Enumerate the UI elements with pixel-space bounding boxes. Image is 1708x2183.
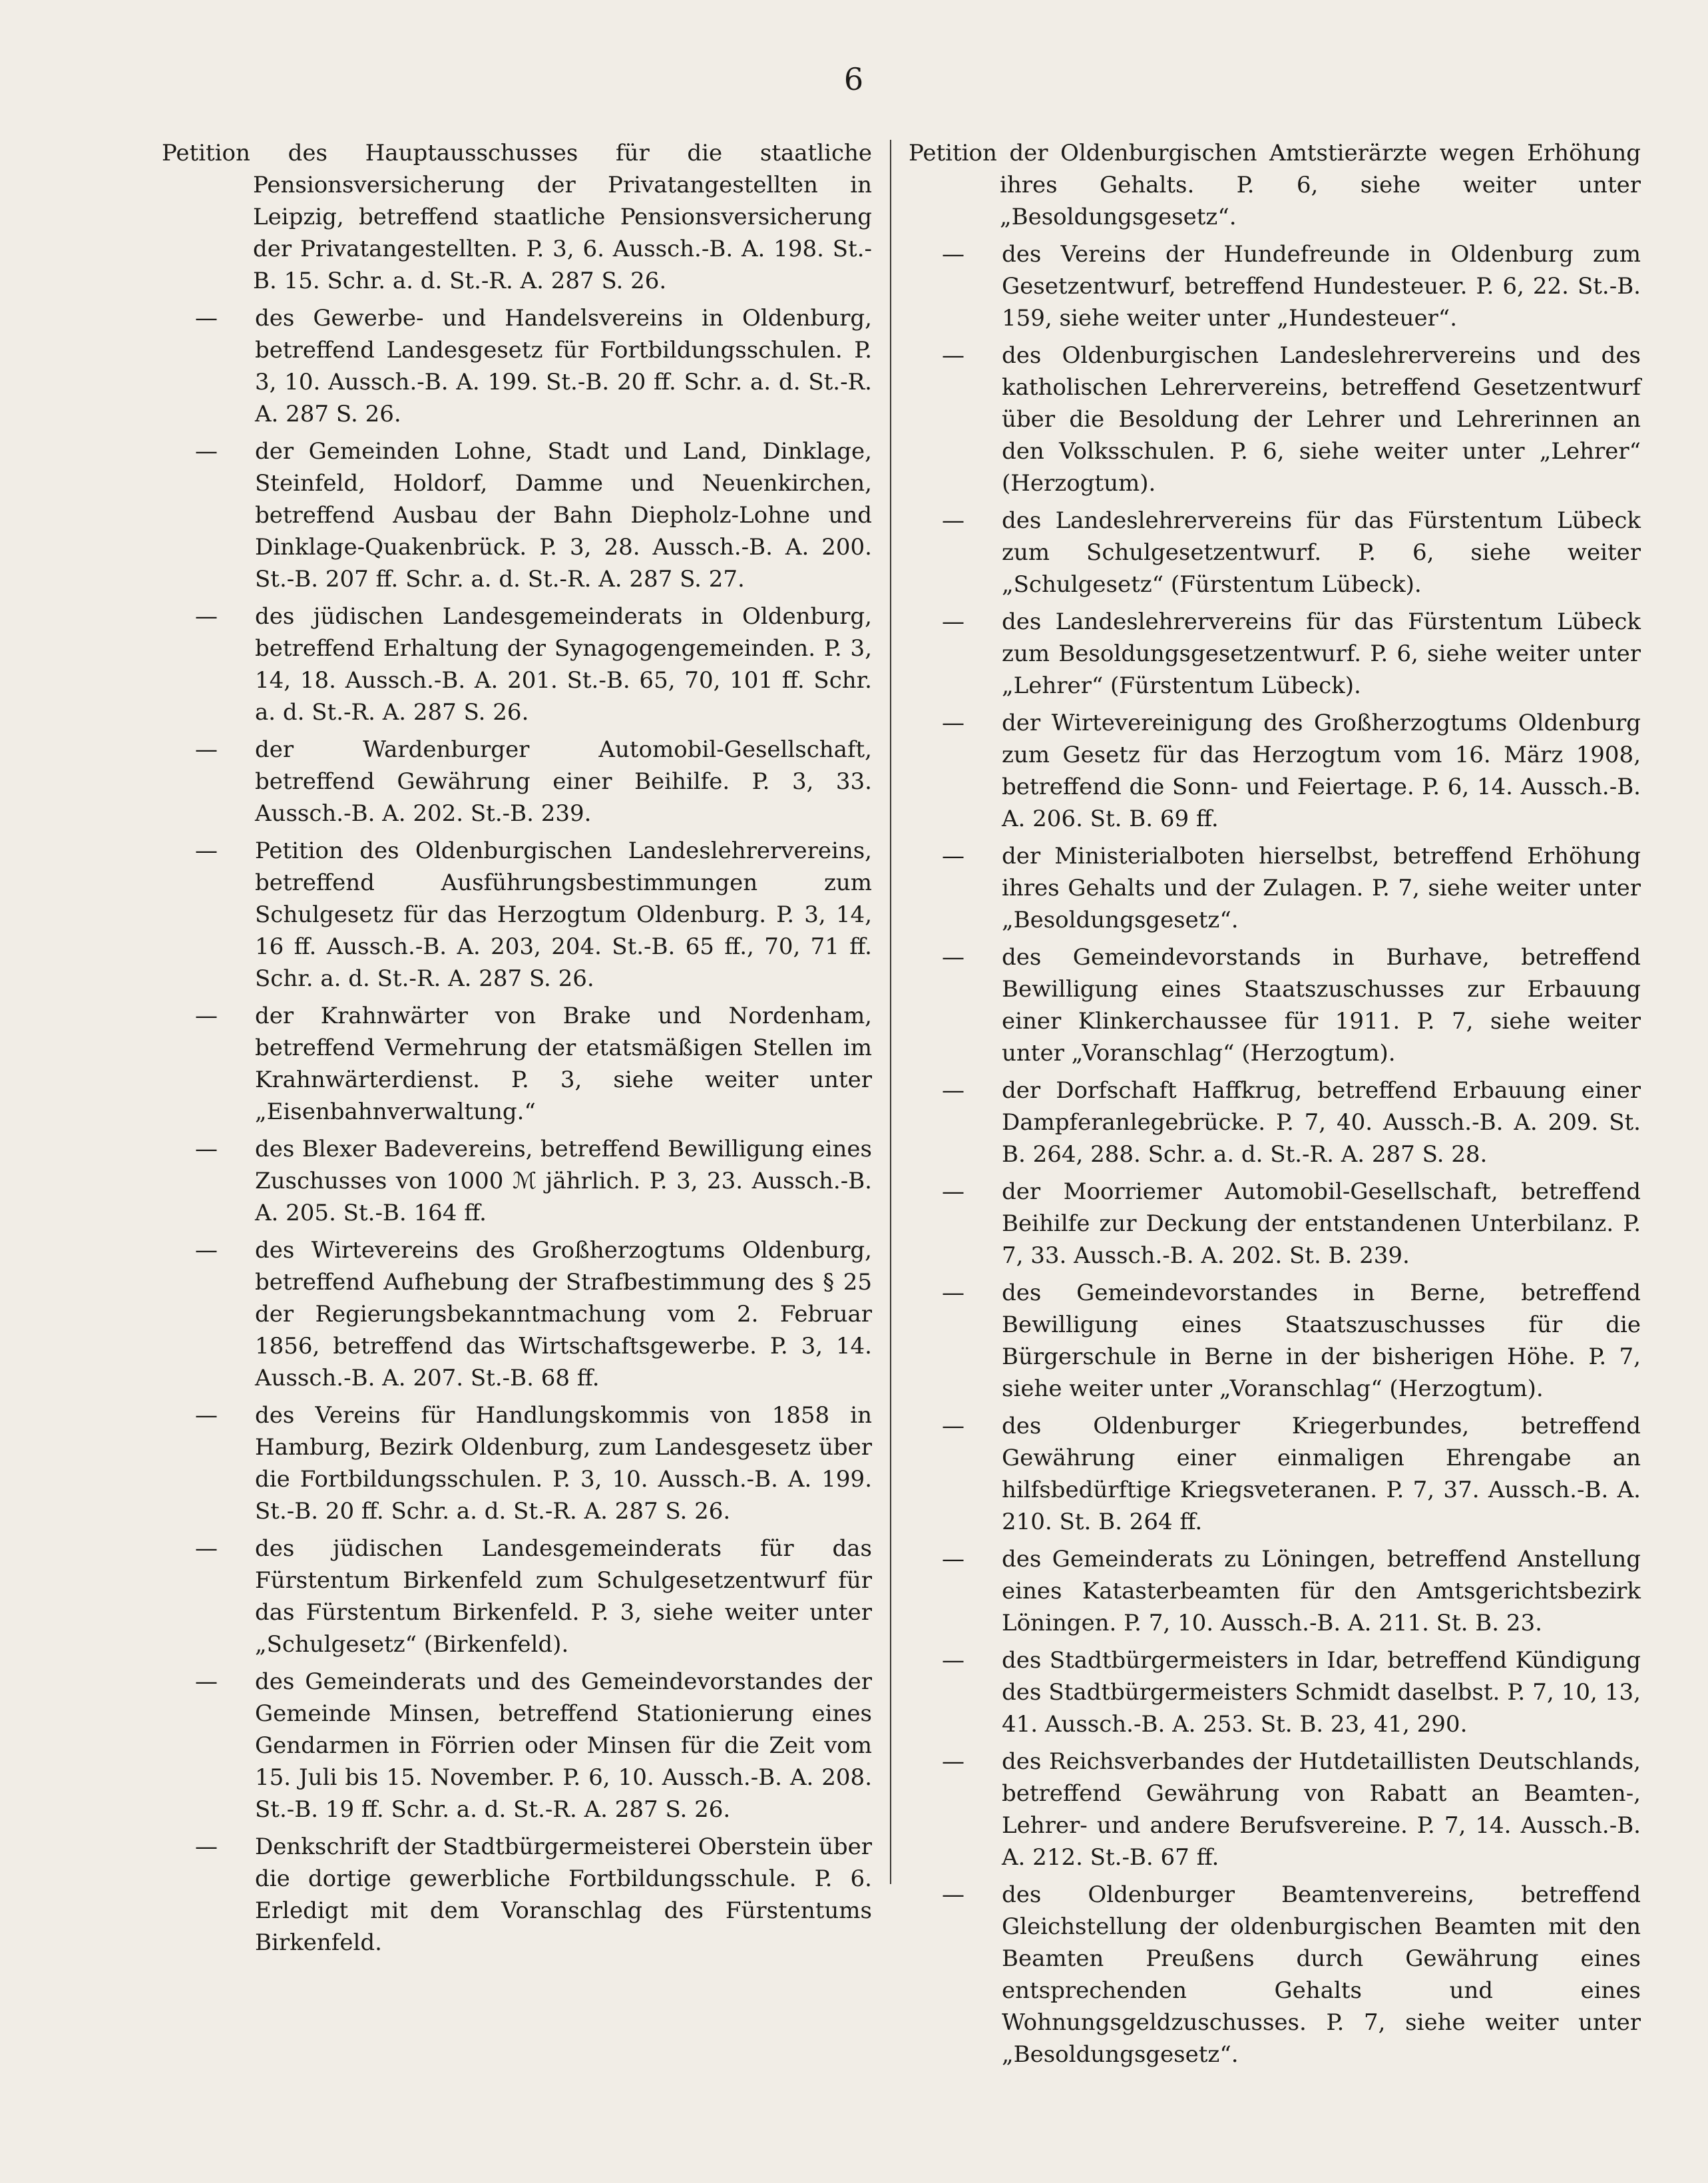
entry-text: des Gemeinderats und des Gemeindevorstandes der Gemeinde Minsen, betreffend Stationierung eines Gendarmen in Förrien oder Minsen für die Zeit vom 15. Juli bis 15. November. P. 6, 10. Aussch.-B. A. 208. St.-B. 19 ff. Schr. a. d. St.-R. A. 287 S. 26. <box>255 1668 872 1823</box>
entry-text: des Landeslehrervereins für das Fürstentum Lübeck zum Schulgesetzentwurf. P. 6, siehe weiter „Schulgesetz“ (Fürstentum Lübeck). <box>1002 507 1641 598</box>
index-entry <box>909 1075 1641 1170</box>
index-entry <box>162 1133 872 1229</box>
entry-dash: — <box>942 1413 964 1439</box>
entry-text: der Wirtevereinigung des Großherzogtums Oldenburg zum Gesetz für das Herzogtum vom 16. März 1908, betreffend die Sonn- und Feiertage. P. 6, 14. Aussch.-B. A. 206. St. B. 69 ff. <box>1002 710 1641 832</box>
index-entry <box>162 1533 872 1660</box>
index-entry <box>909 137 1641 233</box>
entry-dash: — <box>942 1077 964 1104</box>
index-entry <box>909 707 1641 835</box>
entry-dash: — <box>942 1881 964 1908</box>
entry-text: Petition der Oldenburgischen Amtstierärzte wegen Erhöhung ihres Gehalts. P. 6, siehe weiter unter „Besoldungsgesetz“. <box>909 140 1641 230</box>
entry-text: der Moorriemer Automobil-Gesellschaft, betreffend Beihilfe zur Deckung der entstandenen Unterbilanz. P. 7, 33. Aussch.-B. A. 202. St. B. 239. <box>1002 1178 1641 1269</box>
index-entry <box>909 1746 1641 1873</box>
entry-dash: — <box>942 1647 964 1674</box>
entry-text: des Gemeindevorstands in Burhave, betreffend Bewilligung eines Staatszuschusses zur Erbauung einer Klinkerchaussee für 1911. P. 7, siehe weiter unter „Voranschlag“ (Herzogtum). <box>1002 944 1641 1067</box>
index-entry <box>162 1234 872 1394</box>
entry-text: des jüdischen Landesgemeinderats in Oldenburg, betreffend Erhaltung der Synagogengemeinden. P. 3, 14, 18. Aussch.-B. A. 201. St.-B. 65, 70, 101 ff. Schr. a. d. St.-R. A. 287 S. 26. <box>255 603 872 726</box>
index-entry <box>909 1410 1641 1538</box>
entry-dash: — <box>942 843 964 869</box>
entry-text: Petition des Oldenburgischen Landeslehrervereins, betreffend Ausführungsbestimmungen zum Schulgesetz für das Herzogtum Oldenburg. P. 3, 14, 16 ff. Aussch.-B. A. 203, 204. St.-B. 65 ff., 70, 71 ff. Schr. a. d. St.-R. A. 287 S. 26. <box>255 838 872 992</box>
entry-text: des Gewerbe- und Handelsvereins in Oldenburg, betreffend Landesgesetz für Fortbildungsschulen. P. 3, 10. Aussch.-B. A. 199. St.-B. 20 ff. Schr. a. d. St.-R. A. 287 S. 26. <box>255 305 872 427</box>
entry-dash: — <box>195 838 218 864</box>
entry-dash: — <box>942 608 964 635</box>
entry-dash: — <box>195 1833 218 1860</box>
index-entry <box>909 1176 1641 1272</box>
index-entry <box>162 1000 872 1128</box>
entry-text: des Oldenburgischen Landeslehrervereins und des katholischen Lehrervereins, betreffend Gesetzentwurf über die Besoldung der Lehrer und Lehrerinnen an den Volksschulen. P. 6, siehe weiter unter „Lehrer“ (Herzogtum). <box>1002 342 1641 497</box>
column-divider <box>890 140 891 1884</box>
entry-dash: — <box>942 1178 964 1205</box>
entry-text: des Blexer Badevereins, betreffend Bewilligung eines Zuschusses von 1000 ℳ jährlich. P. 3, 23. Aussch.-B. A. 205. St.-B. 164 ff. <box>255 1136 872 1226</box>
entry-dash: — <box>942 944 964 971</box>
entry-dash: — <box>195 603 218 630</box>
entry-dash: — <box>195 305 218 332</box>
index-entry <box>162 435 872 595</box>
index-entry <box>909 238 1641 334</box>
entry-dash: — <box>195 1237 218 1264</box>
index-entry <box>909 840 1641 936</box>
index-entry <box>909 340 1641 499</box>
entry-text: des Gemeinderats zu Löningen, betreffend Anstellung eines Katasterbeamten für den Amtsgerichtsbezirk Löningen. P. 7, 10. Aussch.-B. A. 211. St. B. 23. <box>1002 1546 1641 1636</box>
entry-dash: — <box>942 241 964 268</box>
entry-dash: — <box>942 1546 964 1573</box>
entry-dash: — <box>195 438 218 465</box>
entry-dash: — <box>195 1136 218 1162</box>
index-entry <box>909 1543 1641 1639</box>
entry-text: des Vereins der Hundefreunde in Oldenburg zum Gesetzentwurf, betreffend Hundesteuer. P. 6, 22. St.-B. 159, siehe weiter unter „Hundesteuer“. <box>1002 241 1641 332</box>
index-entry <box>162 1666 872 1825</box>
entry-text: des Vereins für Handlungskommis von 1858 in Hamburg, Bezirk Oldenburg, zum Landesgesetz über die Fortbildungsschulen. P. 3, 10. Aussch.-B. A. 199. St.-B. 20 ff. Schr. a. d. St.-R. A. 287 S. 26. <box>255 1402 872 1525</box>
page-number: 6 <box>843 61 865 97</box>
right-column <box>909 137 1641 2076</box>
index-entry <box>162 601 872 728</box>
entry-dash: — <box>942 1748 964 1775</box>
index-entry <box>909 505 1641 601</box>
entry-dash: — <box>942 1280 964 1306</box>
entry-text: der Dorfschaft Haffkrug, betreffend Erbauung einer Dampferanlegebrücke. P. 7, 40. Aussch.-B. A. 209. St. B. 264, 288. Schr. a. d. St.-R. A. 287 S. 28. <box>1002 1077 1641 1168</box>
entry-dash: — <box>942 507 964 534</box>
entry-dash: — <box>195 1003 218 1029</box>
entry-text: des Oldenburger Beamtenvereins, betreffend Gleichstellung der oldenburgischen Beamten mit den Beamten Preußens durch Gewährung eines entsprechenden Gehalts und eines Wohnungsgeldzuschusses. P. 7, siehe weiter unter „Besoldungsgesetz“. <box>1002 1881 1641 2068</box>
entry-text: des Gemeindevorstandes in Berne, betreffend Bewilligung eines Staatszuschusses für die Bürgerschule in Berne in der bisherigen Höhe. P. 7, siehe weiter unter „Voranschlag“ (Herzogtum). <box>1002 1280 1641 1402</box>
entry-text: des Oldenburger Kriegerbundes, betreffend Gewährung einer einmaligen Ehrengabe an hilfsbedürftige Kriegsveteranen. P. 7, 37. Aussch.-B. A. 210. St. B. 264 ff. <box>1002 1413 1641 1535</box>
entry-text: Denkschrift der Stadtbürgermeisterei Oberstein über die dortige gewerbliche Fortbildungsschule. P. 6. Erledigt mit dem Voranschlag des Fürstentums Birkenfeld. <box>255 1833 872 1956</box>
entry-text: des Wirtevereins des Großherzogtums Oldenburg, betreffend Aufhebung der Strafbestimmung des § 25 der Regierungsbekanntmachung vom 2. Februar 1856, betreffend das Wirtschaftsgewerbe. P. 3, 14. Aussch.-B. A. 207. St.-B. 68 ff. <box>255 1237 872 1391</box>
index-entry <box>909 606 1641 702</box>
index-entry <box>162 1399 872 1527</box>
entry-dash: — <box>942 710 964 736</box>
entry-dash: — <box>942 342 964 369</box>
left-column <box>162 137 872 1964</box>
entry-text: der Gemeinden Lohne, Stadt und Land, Dinklage, Steinfeld, Holdorf, Damme und Neuenkirchen, betreffend Ausbau der Bahn Diepholz-Lohne und Dinklage-Quakenbrück. P. 3, 28. Aussch.-B. A. 200. St.-B. 207 ff. Schr. a. d. St.-R. A. 287 S. 27. <box>255 438 872 593</box>
index-entry <box>909 1644 1641 1740</box>
entry-dash: — <box>195 1402 218 1429</box>
entry-dash: — <box>195 1535 218 1562</box>
index-entry <box>162 1831 872 1959</box>
entry-text: des jüdischen Landesgemeinderats für das Fürstentum Birkenfeld zum Schulgesetzentwurf für das Fürstentum Birkenfeld. P. 3, siehe weiter unter „Schulgesetz“ (Birkenfeld). <box>255 1535 872 1658</box>
index-entry <box>909 1277 1641 1405</box>
entry-text: des Stadtbürgermeisters in Idar, betreffend Kündigung des Stadtbürgermeisters Schmidt daselbst. P. 7, 10, 13, 41. Aussch.-B. A. 253. St. B. 23, 41, 290. <box>1002 1647 1641 1738</box>
entry-text: Petition des Hauptausschusses für die staatliche Pensionsversicherung der Privatangestellten in Leipzig, betreffend staatliche Pensionsversicherung der Privatangestellten. P. 3, 6. Aussch.-B. A. 198. St.-B. 15. Schr. a. d. St.-R. A. 287 S. 26. <box>162 140 872 294</box>
index-entry <box>909 941 1641 1069</box>
entry-text: des Reichsverbandes der Hutdetaillisten Deutschlands, betreffend Gewährung von Rabatt an Beamten-, Lehrer- und andere Berufsvereine. P. 7, 14. Aussch.-B. A. 212. St.-B. 67 ff. <box>1002 1748 1641 1871</box>
index-entry <box>162 302 872 430</box>
entry-dash: — <box>195 1668 218 1695</box>
entry-text: der Wardenburger Automobil-Gesellschaft, betreffend Gewährung einer Beihilfe. P. 3, 33. Aussch.-B. A. 202. St.-B. 239. <box>255 736 872 827</box>
entry-dash: — <box>195 736 218 763</box>
index-entry <box>162 835 872 995</box>
entry-text: der Krahnwärter von Brake und Nordenham, betreffend Vermehrung der etatsmäßigen Stellen im Krahnwärterdienst. P. 3, siehe weiter unter „Eisenbahnverwaltung.“ <box>255 1003 872 1125</box>
index-entry <box>909 1879 1641 2070</box>
index-entry <box>162 137 872 297</box>
entry-text: des Landeslehrervereins für das Fürstentum Lübeck zum Besoldungsgesetzentwurf. P. 6, siehe weiter unter „Lehrer“ (Fürstentum Lübeck). <box>1002 608 1641 699</box>
entry-text: der Ministerialboten hierselbst, betreffend Erhöhung ihres Gehalts und der Zulagen. P. 7, siehe weiter unter „Besoldungsgesetz“. <box>1002 843 1641 933</box>
index-entry <box>162 734 872 830</box>
